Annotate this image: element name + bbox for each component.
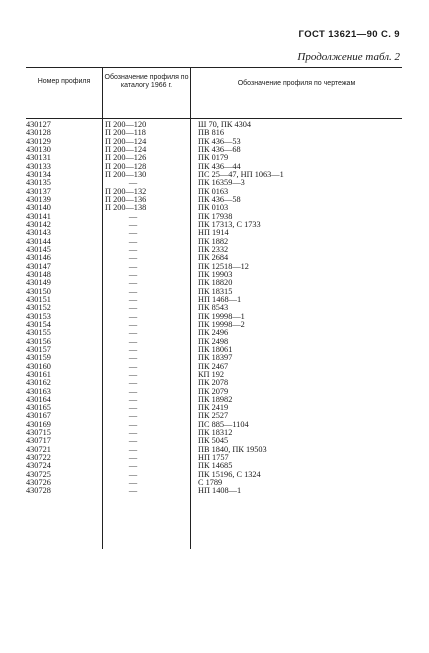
catalog-designation: — xyxy=(128,361,138,371)
profile-number: 430128 xyxy=(26,128,51,138)
drawing-designation: ПК 5045 xyxy=(198,436,229,446)
drawing-designation: ПК 2496 xyxy=(198,328,229,338)
profile-number: 430163 xyxy=(26,386,51,396)
catalog-designation: — xyxy=(128,286,138,296)
catalog-designation: — xyxy=(128,411,138,421)
catalog-designation: — xyxy=(128,303,138,313)
profile-number: 430151 xyxy=(26,294,51,304)
profile-number: 430154 xyxy=(26,319,51,329)
catalog-designation: — xyxy=(128,436,138,446)
table-header xyxy=(26,67,402,119)
table-body xyxy=(0,121,429,496)
drawing-designation: ПК 2078 xyxy=(198,378,229,388)
catalog-designation: — xyxy=(128,478,138,488)
profile-number: 430724 xyxy=(26,461,51,471)
catalog-designation: — xyxy=(128,278,138,288)
profile-number: 430169 xyxy=(26,419,51,429)
drawing-designation: ПК 18820 xyxy=(198,278,233,288)
catalog-designation: П 200—130 xyxy=(105,169,147,179)
catalog-designation: — xyxy=(128,236,138,246)
drawing-designation: ПК 0103 xyxy=(198,203,229,213)
catalog-designation: — xyxy=(128,486,138,496)
profile-number: 430162 xyxy=(26,378,51,388)
drawing-designation: ПК 2467 xyxy=(198,361,229,371)
profile-number: 430159 xyxy=(26,353,51,363)
catalog-designation: — xyxy=(128,336,138,346)
profile-number: 430164 xyxy=(26,394,51,404)
table-continuation-label: Продолжение табл. 2 xyxy=(297,51,400,63)
profile-number: 430131 xyxy=(26,153,51,163)
catalog-designation: П 200—120 xyxy=(105,120,147,129)
catalog-designation: — xyxy=(128,294,138,304)
profile-number: 430133 xyxy=(26,161,51,171)
drawing-designation: НП 1468—1 xyxy=(198,294,242,304)
profile-number: 430142 xyxy=(26,219,51,229)
catalog-designation: — xyxy=(128,344,138,354)
profile-number: 430130 xyxy=(26,144,51,154)
drawing-designation: ПС 885—1104 xyxy=(198,419,249,429)
drawing-designation: ПК 8543 xyxy=(198,303,229,313)
column-title-number: Номер профиля xyxy=(37,78,91,85)
profile-number: 430153 xyxy=(26,311,51,321)
profile-number: 430150 xyxy=(26,286,51,296)
drawing-designation: ПК 1882 xyxy=(198,236,229,246)
profile-number: 430717 xyxy=(26,436,51,446)
catalog-designation: П 200—118 xyxy=(105,128,146,138)
profile-number: 430144 xyxy=(26,236,51,246)
catalog-designation: — xyxy=(128,453,138,463)
drawing-designation: ПК 0179 xyxy=(198,153,229,163)
profile-number: 430145 xyxy=(26,244,51,254)
drawing-designation: ПК 18315 xyxy=(198,286,233,296)
document-reference: ГОСТ 13621—90 С. 9 xyxy=(298,29,400,40)
column-title-catalog: Обозначение профиля по каталогу 1966 г. xyxy=(104,74,189,89)
drawing-designation: ПК 0163 xyxy=(198,186,229,196)
drawing-designation: ПК 19998—1 xyxy=(198,311,245,321)
drawing-designation: НП 1408—1 xyxy=(198,486,242,496)
drawing-designation: ПВ 816 xyxy=(198,128,225,138)
drawing-designation: Ш 70, ПК 4304 xyxy=(198,120,252,129)
catalog-designation: — xyxy=(128,461,138,471)
profile-number: 430140 xyxy=(26,203,51,213)
profile-number: 430155 xyxy=(26,328,51,338)
table-row xyxy=(0,487,429,495)
catalog-designation: П 200—138 xyxy=(105,203,147,213)
catalog-designation: — xyxy=(128,469,138,479)
drawing-designation: ПК 18061 xyxy=(198,344,233,354)
catalog-designation: — xyxy=(128,403,138,413)
profile-number: 430149 xyxy=(26,278,51,288)
catalog-designation: — xyxy=(128,394,138,404)
profile-number: 430725 xyxy=(26,469,51,479)
catalog-designation: — xyxy=(128,319,138,329)
drawing-designation: ПК 436—53 xyxy=(198,136,241,146)
profile-number: 430141 xyxy=(26,211,51,221)
drawing-designation: ПК 16359—3 xyxy=(198,178,245,188)
catalog-designation: — xyxy=(128,261,138,271)
catalog-designation: — xyxy=(128,378,138,388)
drawing-designation: С 1789 xyxy=(198,478,223,488)
profile-number: 430160 xyxy=(26,361,51,371)
drawing-designation: ПС 25—47, НП 1063—1 xyxy=(198,169,284,179)
drawing-designation: ПК 12518—12 xyxy=(198,261,249,271)
catalog-designation: — xyxy=(128,219,138,229)
drawing-designation: ПК 2498 xyxy=(198,336,229,346)
profile-number: 430157 xyxy=(26,344,51,354)
drawing-designation: ПК 2079 xyxy=(198,386,229,396)
drawing-designation: ПК 2684 xyxy=(198,253,229,263)
catalog-designation: П 200—124 xyxy=(105,144,147,154)
profile-number: 430726 xyxy=(26,478,51,488)
catalog-designation: — xyxy=(128,178,138,188)
drawing-designation: ПК 2332 xyxy=(198,244,229,254)
column-title-drawings: Обозначение профиля по чертежам xyxy=(237,80,356,87)
drawing-designation: ПК 17313, С 1733 xyxy=(198,219,261,229)
catalog-designation: — xyxy=(128,428,138,438)
catalog-designation: — xyxy=(128,269,138,279)
drawing-designation: ПК 436—44 xyxy=(198,161,241,171)
drawing-designation: НП 1757 xyxy=(198,453,229,463)
profile-number: 430137 xyxy=(26,186,51,196)
profile-number: 430134 xyxy=(26,169,51,179)
drawing-designation: ПК 17938 xyxy=(198,211,233,221)
profile-number: 430135 xyxy=(26,178,51,188)
profile-number: 430167 xyxy=(26,411,51,421)
profile-number: 430156 xyxy=(26,336,51,346)
drawing-designation: ПК 14685 xyxy=(198,461,233,471)
catalog-designation: — xyxy=(128,211,138,221)
drawing-designation: ПК 18312 xyxy=(198,428,233,438)
profile-number: 430129 xyxy=(26,136,51,146)
catalog-designation: П 200—126 xyxy=(105,153,147,163)
profile-number: 430146 xyxy=(26,253,51,263)
drawing-designation: ПК 19903 xyxy=(198,269,233,279)
catalog-designation: — xyxy=(128,228,138,238)
profile-number: 430127 xyxy=(26,120,51,129)
drawing-designation: ПК 436—68 xyxy=(198,144,241,154)
catalog-designation: П 200—136 xyxy=(105,194,147,204)
drawing-designation: ПК 2419 xyxy=(198,403,229,413)
drawing-designation: ПВ 1840, ПК 19503 xyxy=(198,444,267,454)
profile-number: 430728 xyxy=(26,486,51,496)
drawing-designation: ПК 436—58 xyxy=(198,194,241,204)
catalog-designation: — xyxy=(128,369,138,379)
drawing-designation: ПК 15196, С 1324 xyxy=(198,469,261,479)
catalog-designation: — xyxy=(128,353,138,363)
catalog-designation: — xyxy=(128,419,138,429)
profile-number: 430161 xyxy=(26,369,51,379)
profile-number: 430721 xyxy=(26,444,51,454)
catalog-designation: — xyxy=(128,311,138,321)
catalog-designation: — xyxy=(128,244,138,254)
profile-number: 430722 xyxy=(26,453,51,463)
drawing-designation: НП 1914 xyxy=(198,228,229,238)
catalog-designation: П 200—132 xyxy=(105,186,147,196)
profile-number: 430147 xyxy=(26,261,51,271)
profile-number: 430715 xyxy=(26,428,51,438)
catalog-designation: — xyxy=(128,444,138,454)
drawing-designation: ПК 19998—2 xyxy=(198,319,245,329)
profile-number: 430139 xyxy=(26,194,51,204)
drawing-designation: ПК 18397 xyxy=(198,353,233,363)
profile-number: 430143 xyxy=(26,228,51,238)
drawing-designation: КП 192 xyxy=(198,369,225,379)
drawing-designation: ПК 2527 xyxy=(198,411,229,421)
profile-number: 430165 xyxy=(26,403,51,413)
drawing-designation: ПК 18982 xyxy=(198,394,233,404)
catalog-designation: П 200—124 xyxy=(105,136,147,146)
catalog-designation: — xyxy=(128,253,138,263)
catalog-designation: П 200—128 xyxy=(105,161,147,171)
profile-number: 430152 xyxy=(26,303,51,313)
catalog-designation: — xyxy=(128,328,138,338)
profile-number: 430148 xyxy=(26,269,51,279)
catalog-designation: — xyxy=(128,386,138,396)
